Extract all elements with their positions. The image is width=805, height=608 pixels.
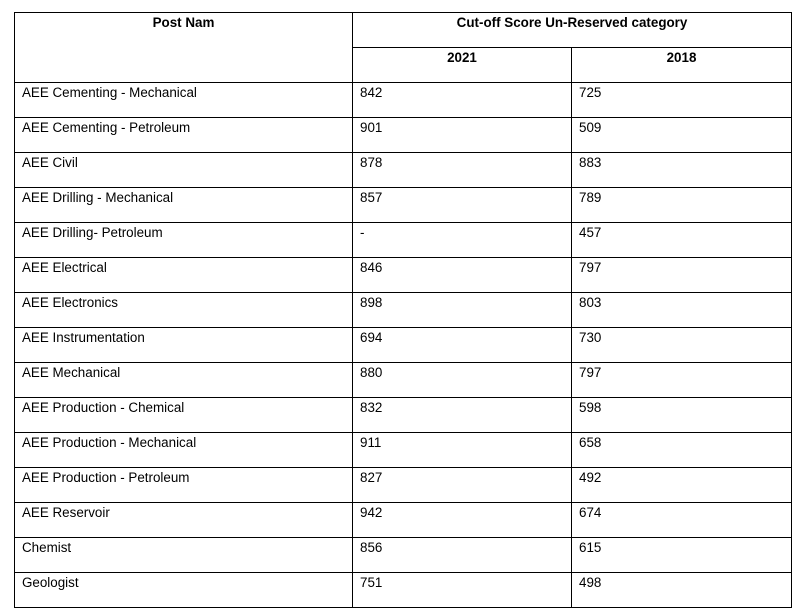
score-2021-cell: 857 (353, 188, 572, 223)
post-name-cell: AEE Drilling- Petroleum (15, 223, 353, 258)
post-name-cell: AEE Reservoir (15, 503, 353, 538)
score-2018-cell: 789 (572, 188, 792, 223)
post-name-cell: AEE Instrumentation (15, 328, 353, 363)
score-2018-cell: 883 (572, 153, 792, 188)
table-row (15, 188, 792, 223)
score-2021-cell: 751 (353, 573, 572, 608)
header-row-1 (15, 13, 792, 48)
table-header (15, 13, 792, 83)
post-name-cell: AEE Cementing - Petroleum (15, 118, 353, 153)
table-row (15, 433, 792, 468)
post-name-cell: AEE Electronics (15, 293, 353, 328)
post-name-cell: AEE Electrical (15, 258, 353, 293)
score-2021-cell: 901 (353, 118, 572, 153)
post-name-cell: AEE Civil (15, 153, 353, 188)
score-2018-cell: 797 (572, 258, 792, 293)
table-row (15, 83, 792, 118)
table-row (15, 398, 792, 433)
score-2018-cell: 797 (572, 363, 792, 398)
score-2021-cell: 898 (353, 293, 572, 328)
score-2021-cell: 880 (353, 363, 572, 398)
table-row (15, 223, 792, 258)
score-2018-cell: 457 (572, 223, 792, 258)
score-2018-cell: 730 (572, 328, 792, 363)
post-name-cell: AEE Production - Chemical (15, 398, 353, 433)
score-2018-cell: 598 (572, 398, 792, 433)
table-row (15, 573, 792, 608)
post-name-cell: AEE Production - Mechanical (15, 433, 353, 468)
score-2021-cell: 694 (353, 328, 572, 363)
score-2018-cell: 492 (572, 468, 792, 503)
post-name-cell: Chemist (15, 538, 353, 573)
table-row (15, 538, 792, 573)
post-name-header: Post Nam (15, 13, 353, 83)
table-row (15, 503, 792, 538)
score-2018-cell: 674 (572, 503, 792, 538)
cutoff-score-group-header: Cut-off Score Un-Reserved category (353, 13, 792, 48)
score-2018-cell: 658 (572, 433, 792, 468)
score-2018-cell: 725 (572, 83, 792, 118)
table-row (15, 118, 792, 153)
score-2021-cell: 856 (353, 538, 572, 573)
post-name-cell: Geologist (15, 573, 353, 608)
score-2021-cell: 846 (353, 258, 572, 293)
cutoff-score-table (14, 12, 792, 608)
table-row (15, 328, 792, 363)
score-2018-cell: 803 (572, 293, 792, 328)
table-row (15, 468, 792, 503)
score-2021-cell: 832 (353, 398, 572, 433)
table-row (15, 258, 792, 293)
table-row (15, 363, 792, 398)
post-name-cell: AEE Production - Petroleum (15, 468, 353, 503)
post-name-cell: AEE Cementing - Mechanical (15, 83, 353, 118)
score-2021-cell: 911 (353, 433, 572, 468)
score-2018-cell: 509 (572, 118, 792, 153)
score-2021-cell: - (353, 223, 572, 258)
score-2021-cell: 827 (353, 468, 572, 503)
table-row (15, 153, 792, 188)
table-body (15, 83, 792, 608)
score-2018-cell: 615 (572, 538, 792, 573)
score-2021-cell: 842 (353, 83, 572, 118)
post-name-cell: AEE Drilling - Mechanical (15, 188, 353, 223)
table-row (15, 293, 792, 328)
year-2021-header: 2021 (353, 48, 572, 83)
score-2021-cell: 878 (353, 153, 572, 188)
score-2021-cell: 942 (353, 503, 572, 538)
year-2018-header: 2018 (572, 48, 792, 83)
score-2018-cell: 498 (572, 573, 792, 608)
post-name-cell: AEE Mechanical (15, 363, 353, 398)
